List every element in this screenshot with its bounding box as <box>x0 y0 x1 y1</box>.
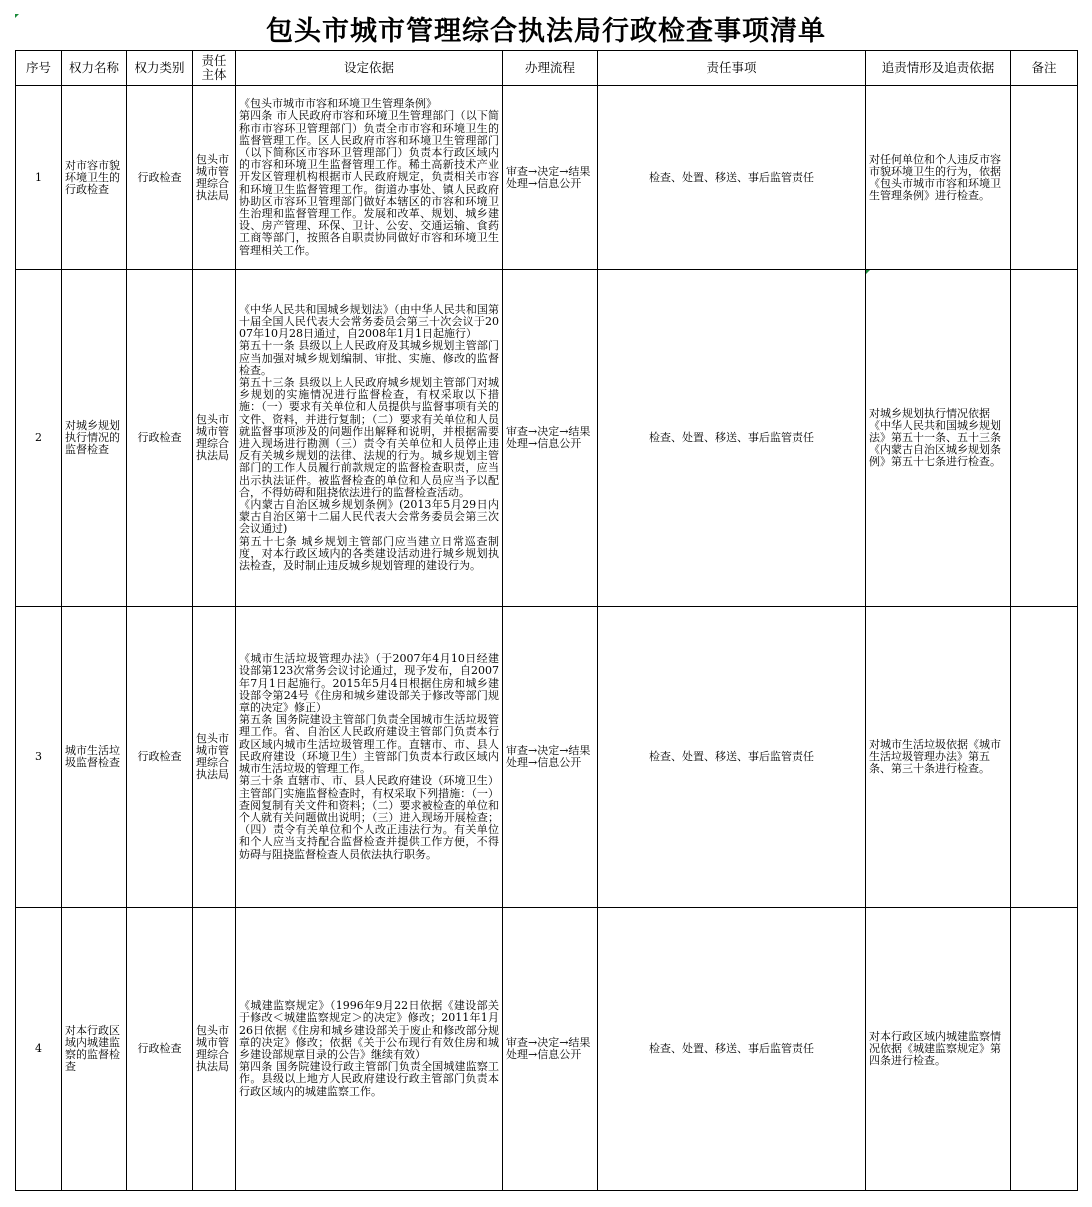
header-responsible-subject: 责任 主体 <box>193 51 236 86</box>
cell-power-name: 城市生活垃圾监督检查 <box>62 607 127 908</box>
cell-accountability: 对本行政区域内城建监察情况依据《城建监察规定》第四条进行检查。 <box>866 908 1011 1191</box>
cell-duty: 检查、处置、移送、事后监管责任 <box>598 270 866 607</box>
cell-seq: 3 <box>16 607 62 908</box>
cell-process: 审查→决定→结果处理→信息公开 <box>503 908 598 1191</box>
header-power-category: 权力类别 <box>127 51 193 86</box>
cell-responsible-subject: 包头市城市管理综合执法局 <box>193 270 236 607</box>
page-title: 包头市城市管理综合执法局行政检查事项清单 <box>266 16 826 47</box>
cell-process: 审查→决定→结果处理→信息公开 <box>503 607 598 908</box>
cell-legal-basis <box>236 270 503 607</box>
cell-process: 审查→决定→结果处理→信息公开 <box>503 86 598 270</box>
header-remark: 备注 <box>1011 51 1078 86</box>
header-row <box>16 51 1078 86</box>
cell-power-category: 行政检查 <box>127 270 193 607</box>
header-duty: 责任事项 <box>598 51 866 86</box>
cell-remark <box>1011 908 1078 1191</box>
cell-power-category: 行政检查 <box>127 908 193 1191</box>
cell-power-category: 行政检查 <box>127 86 193 270</box>
header-legal-basis: 设定依据 <box>236 51 503 86</box>
table-row <box>16 86 1078 270</box>
basis-paragraph: 第四条 市人民政府市容和环境卫生管理部门（以下简称市市容环卫管理部门）负责全市市容和环境卫生的监督管理工作。区人民政府市容和环境卫生管理部门（以下简称区市容环卫管理部门）负责本行政区域内的市容和环境卫生监督管理工作。稀土高新技术产业开发区管理机构根据市人民政府规定，负责相关市容和环境卫生监督管理工作。街道办事处、镇人民政府协助区市容环卫管理部门做好本辖区的市容和环境卫生治理和监督管理工作。发展和改革、规划、城乡建设、房产管理、环保、卫计、公安、交通运输、食药工商等部门，按照各自职责协同做好市容和环境卫生管理相关工作。 <box>239 109 499 257</box>
basis-paragraph: 第五十七条 城乡规划主管部门应当建立日常巡查制度，对本行政区域内的各类建设活动进行城乡规划执法检查，及时制止违反城乡规划管理的建设行为。 <box>239 534 499 573</box>
basis-paragraph: 《包头市城市市容和环境卫生管理条例》 <box>239 97 437 111</box>
cell-responsible-subject: 包头市城市管理综合执法局 <box>193 908 236 1191</box>
cell-comment-marker <box>866 270 870 274</box>
cell-legal-basis <box>236 86 503 270</box>
cell-duty: 检查、处置、移送、事后监管责任 <box>598 86 866 270</box>
basis-paragraph: 《中华人民共和国城乡规划法》（由中华人民共和国第十届全国人民代表大会常务委员会第三十次会议于2007年10月28日通过，自2008年1月1日起施行） <box>239 302 499 341</box>
cell-remark <box>1011 270 1078 607</box>
header-power-name: 权力名称 <box>62 51 127 86</box>
cell-duty: 检查、处置、移送、事后监管责任 <box>598 908 866 1191</box>
cell-process: 审查→决定→结果处理→信息公开 <box>503 270 598 607</box>
table-row <box>16 908 1078 1191</box>
cell-responsible-subject: 包头市城市管理综合执法局 <box>193 607 236 908</box>
basis-paragraph: 《城建监察规定》（1996年9月22日依据《建设部关于修改＜城建监察规定＞的决定》修改；2011年1月26日依据《住房和城乡建设部关于废止和修改部分规章的决定》修改；依据《关于公布现行有效住房和城乡建设部规章目录的公告》继续有效） <box>239 999 499 1061</box>
cell-accountability: 对任何单位和个人违反市容市貌环境卫生的行为，依据《包头市城市市容和环境卫生管理条例》进行检查。 <box>866 86 1011 270</box>
cell-power-category: 行政检查 <box>127 607 193 908</box>
cell-legal-basis <box>236 607 503 908</box>
cell-accountability: 对城市生活垃圾依据《城市生活垃圾管理办法》第五条、第三十条进行检查。 <box>866 607 1011 908</box>
cell-seq: 4 <box>16 908 62 1191</box>
cell-power-name: 对市容市貌环境卫生的行政检查 <box>62 86 127 270</box>
table-row <box>16 607 1078 908</box>
cell-responsible-subject: 包头市城市管理综合执法局 <box>193 86 236 270</box>
basis-paragraph: 《内蒙古自治区城乡规划条例》(2013年5月29日内蒙古自治区第十二届人民代表大会常务委员会第三次会议通过) <box>239 498 499 536</box>
cell-remark <box>1011 86 1078 270</box>
basis-paragraph: 第五十一条 县级以上人民政府及其城乡规划主管部门应当加强对城乡规划编制、审批、实施、修改的监督检查。 <box>239 339 499 377</box>
cell-seq: 1 <box>16 86 62 270</box>
basis-paragraph: 《城市生活垃圾管理办法》（于2007年4月10日经建设部第123次常务会议讨论通过，现予发布，自2007年7月1日起施行。2015年5月4日根据住房和城乡建设部令第24号《住房和城乡建设部关于修改等部门规章的决定》修正） <box>239 652 499 715</box>
basis-paragraph: 第三十条 直辖市、市、县人民政府建设（环境卫生）主管部门实施监督检查时，有权采取下列措施：（一）查阅复制有关文件和资料；（二）要求被检查的单位和个人就有关问题做出说明；（三）进入现场开展检查；（四）责令有关单位和个人改正违法行为。有关单位和个人应当支持配合监督检查并提供工作方便，不得妨碍与阻挠监督检查人员依法执行职务。 <box>239 774 499 861</box>
basis-paragraph: 第四条 国务院建设行政主管部门负责全国城建监察工作。县级以上地方人民政府建设行政主管部门负责本行政区域内的城建监察工作。 <box>239 1060 499 1098</box>
header-seq: 序号 <box>16 51 62 86</box>
cell-accountability: 对城乡规划执行情况依据《中华人民共和国城乡规划法》第五十一条、五十三条《内蒙古自治区城乡规划条例》第五十七条进行检查。 <box>866 270 1011 607</box>
header-accountability: 追责情形及追责依据 <box>866 51 1011 86</box>
cell-legal-basis <box>236 908 503 1191</box>
table-row <box>16 270 1078 607</box>
inspection-items-table <box>15 50 1078 1191</box>
cell-duty: 检查、处置、移送、事后监管责任 <box>598 607 866 908</box>
cell-remark <box>1011 607 1078 908</box>
cell-power-name: 对城乡规划执行情况的监督检查 <box>62 270 127 607</box>
basis-paragraph: 第五条 国务院建设主管部门负责全国城市生活垃圾管理工作。省、自治区人民政府建设主管部门负责本行政区域内城市生活垃圾管理工作。直辖市、市、县人民政府建设（环境卫生）主管部门负责本行政区域内城市生活垃圾的管理工作。 <box>239 713 499 776</box>
cell-seq: 2 <box>16 270 62 607</box>
basis-paragraph: 第五十三条 县级以上人民政府城乡规划主管部门对城乡规划的实施情况进行监督检查，有权采取以下措施：（一）要求有关单位和人员提供与监督事项有关的文件、资料，并进行复制；（二）要求有关单位和人员就监督事项涉及的问题作出解释和说明，并根据需要进入现场进行勘测（三）责令有关单位和人员停止违反有关城乡规划的法律、法规的行为。城乡规划主管部门的工作人员履行前款规定的监督检查职责，应当出示执法证件。被监督检查的单位和人员应当予以配合，不得妨碍和阻挠依法进行的监督检查活动。 <box>239 375 499 499</box>
cell-power-name: 对本行政区域内城建监察的监督检查 <box>62 908 127 1191</box>
header-process: 办理流程 <box>503 51 598 86</box>
